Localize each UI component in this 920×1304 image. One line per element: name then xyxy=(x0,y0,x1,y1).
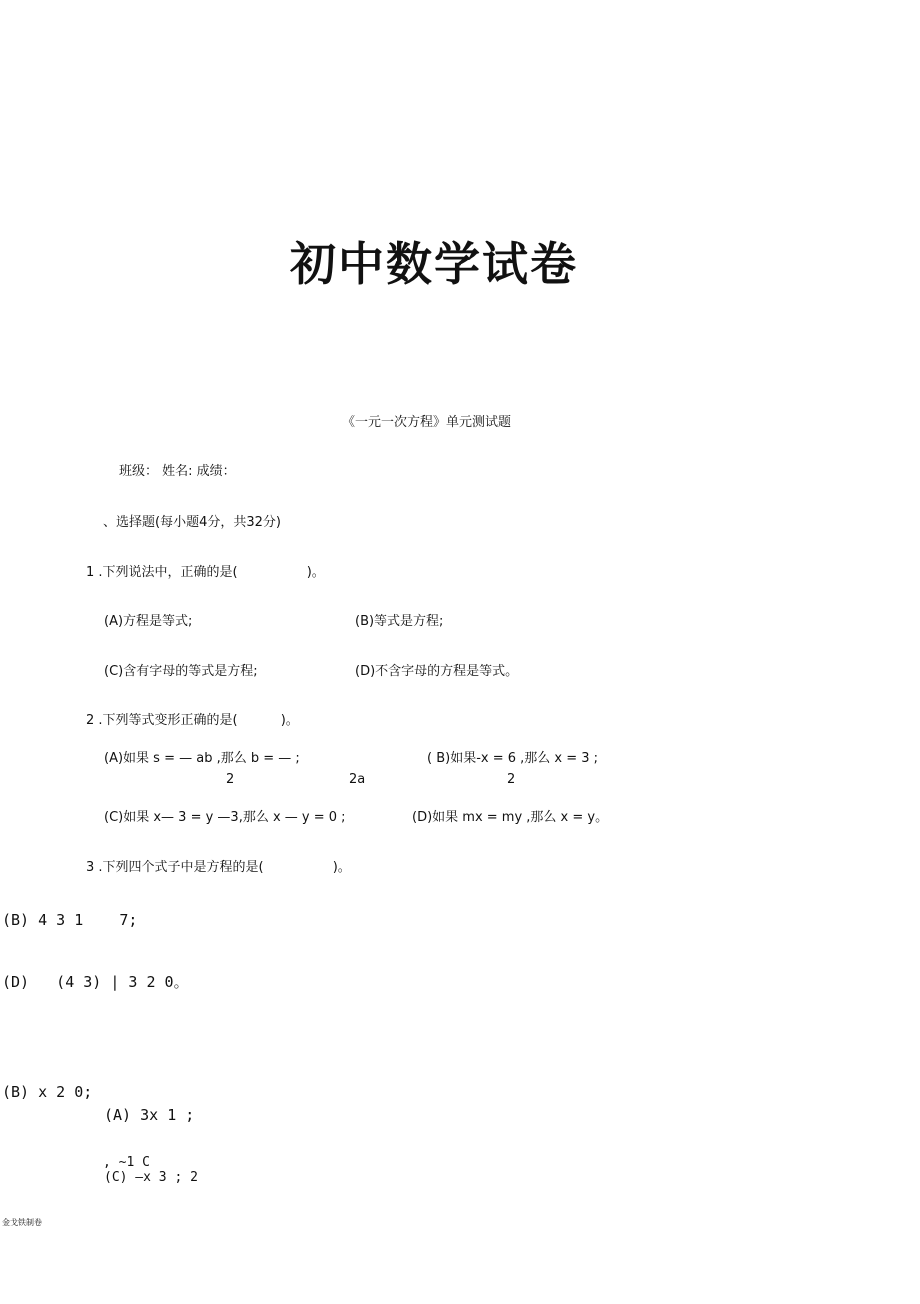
footer-credit: 金戈铁制卷 xyxy=(2,1218,42,1227)
question-3-option-d: (D) (4 3) | 3 2 0。 xyxy=(2,973,189,991)
question-2-option-c: (C)如果 x— 3 = y —3,那么 x — y = 0 ; xyxy=(104,810,346,825)
question-2-stem: 2 .下列等式变形正确的是( )。 xyxy=(86,713,299,728)
fraction-denominator: 2 xyxy=(226,772,235,787)
fraction-denominator: 2 xyxy=(507,772,516,787)
question-3-option-b-repeat: (B) x 2 0; xyxy=(2,1083,93,1101)
question-3-stem: 3 .下列四个式子中是方程的是( )。 xyxy=(86,860,351,875)
question-1-option-a: (A)方程是等式; xyxy=(104,614,193,629)
question-3-option-a: (A) 3x 1 ; xyxy=(104,1106,195,1124)
question-2-option-a: (A)如果 s = — ab ,那么 b = — ; xyxy=(104,751,300,766)
page-title: 初中数学试卷 xyxy=(290,237,578,291)
student-info-line: 班级： 姓名: 成绩： xyxy=(119,464,236,479)
question-1-option-c: (C)含有字母的等式是方程; xyxy=(104,664,258,679)
exam-subtitle: 《一元一次方程》单元测试题 xyxy=(342,415,512,430)
question-3-option-b: (B) 4 3 1 7; xyxy=(2,911,138,929)
section-heading: 、选择题(每小题4分，共32分) xyxy=(103,515,281,530)
question-3-option-c: (C) —x 3 ; 2 xyxy=(104,1170,198,1185)
question-2-option-b: ( B)如果-x = 6 ,那么 x = 3 ; xyxy=(427,751,599,766)
question-2-option-d: (D)如果 mx = my ,那么 x = y。 xyxy=(412,810,609,825)
question-1-option-d: (D)不含字母的方程是等式。 xyxy=(355,664,519,679)
formula-fragment: , ~1 C xyxy=(103,1155,150,1170)
question-1-stem: 1 .下列说法中，正确的是( )。 xyxy=(86,565,325,580)
question-1-option-b: (B)等式是方程; xyxy=(355,614,444,629)
fraction-denominator: 2a xyxy=(349,772,366,787)
